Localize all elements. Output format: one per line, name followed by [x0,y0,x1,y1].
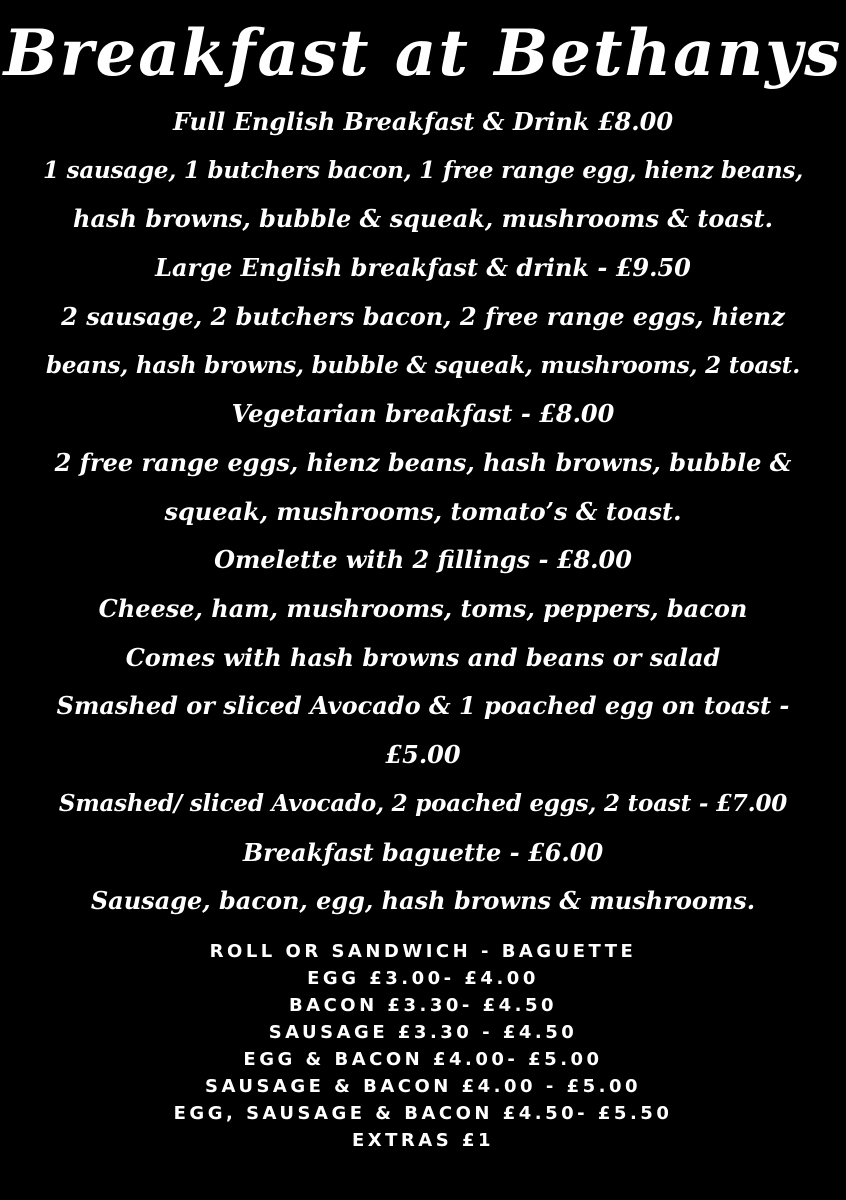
item-avocado-single-price: £5.00 [385,740,461,770]
roll-list-egg-bacon: EGG & BACON £4.00- £5.00 [243,1048,603,1070]
item-full-english-heading: Full English Breakfast & Drink £8.00 [172,107,674,136]
roll-list-extras: EXTRAS £1 [351,1129,495,1151]
item-large-english-desc-line1: 2 sausage, 2 butchers bacon, 2 free range eggs, hienz [61,301,785,331]
roll-sandwich-list [0,938,846,1154]
item-vegetarian-desc-line1: 2 free range eggs, hienz beans, hash browns, bubble & [54,447,792,477]
item-avocado-double-heading: Smashed/ sliced Avocado, 2 poached eggs, 2 toast - £7.00 [58,789,788,817]
roll-list-bacon: BACON £3.30- £4.50 [288,994,558,1016]
item-baguette-desc: Sausage, bacon, egg, hash browns & mushrooms. [90,886,756,916]
roll-list-sausage-bacon: SAUSAGE & BACON £4.00 - £5.00 [204,1075,642,1097]
item-full-english-desc-line2: hash browns, bubble & squeak, mushrooms & toast. [73,204,773,234]
item-omelette-fillings: Cheese, ham, mushrooms, toms, peppers, bacon [98,594,748,624]
item-omelette-heading: Omelette with 2 fillings - £8.00 [214,545,632,575]
item-baguette-heading: Breakfast baguette - £6.00 [242,837,604,867]
item-large-english-heading: Large English breakfast & drink - £9.50 [155,253,691,283]
menu-items [0,98,846,926]
roll-list-egg-sausage-bacon: EGG, SAUSAGE & BACON £4.50- £5.50 [173,1102,673,1124]
item-omelette-sides: Comes with hash browns and beans or salad [125,642,721,672]
menu-title: Breakfast at Bethanys [3,16,843,91]
roll-list-egg: EGG £3.00- £4.00 [307,967,539,989]
roll-list-sausage: SAUSAGE £3.30 - £4.50 [268,1021,578,1043]
item-vegetarian-heading: Vegetarian breakfast - £8.00 [231,399,615,429]
item-avocado-single-heading: Smashed or sliced Avocado & 1 poached egg on toast - [56,691,790,721]
roll-list-heading: ROLL OR SANDWICH - BAGUETTE [209,940,637,962]
item-full-english-desc-line1: 1 sausage, 1 butchers bacon, 1 free range egg, hienz beans, [42,156,804,184]
item-large-english-desc-line2: beans, hash browns, bubble & squeak, mushrooms, 2 toast. [45,351,801,379]
item-vegetarian-desc-line2: squeak, mushrooms, tomato’s & toast. [164,496,682,526]
